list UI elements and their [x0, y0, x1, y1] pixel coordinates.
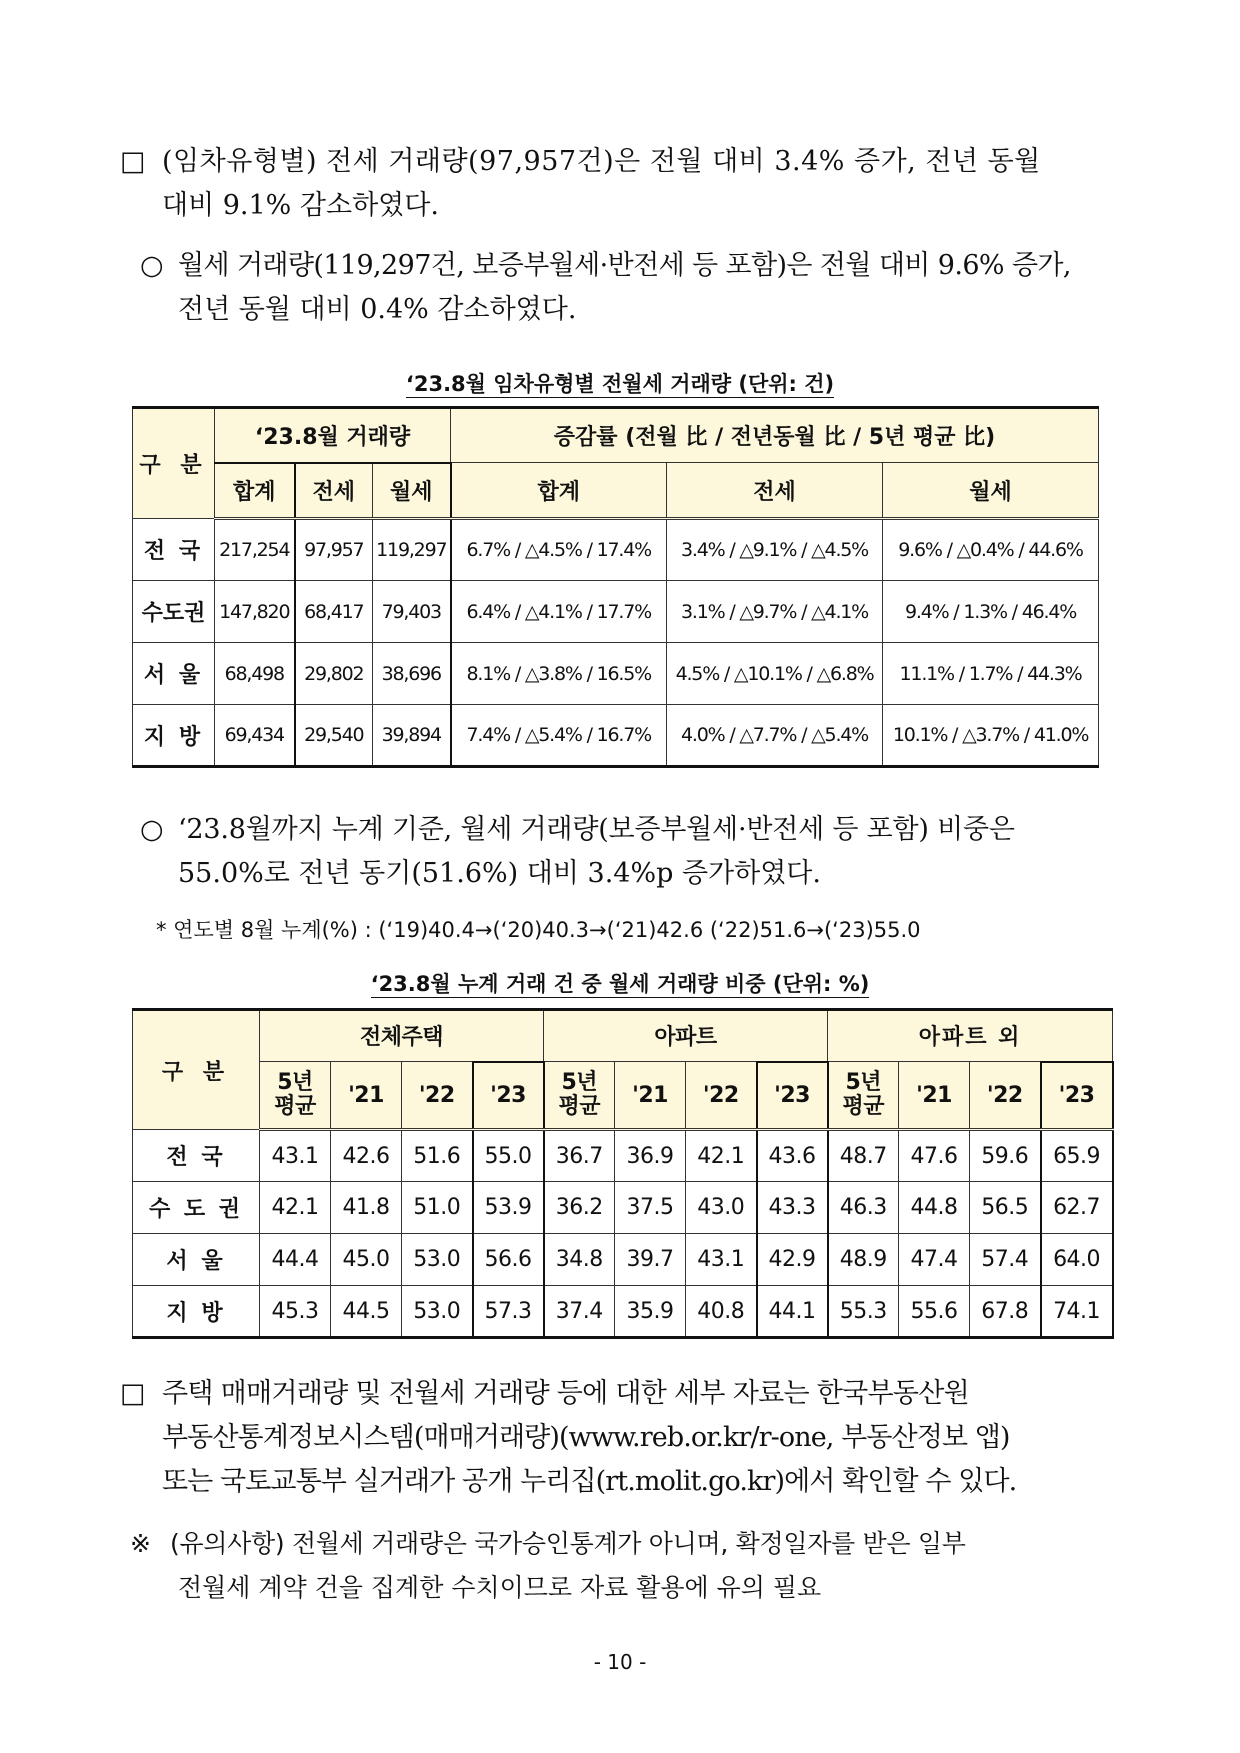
sub-23: '23 — [473, 1062, 544, 1130]
header-all-housing: 전체주택 — [260, 1010, 544, 1062]
sub-total: 합계 — [215, 463, 295, 519]
row-label: 수도권 — [133, 581, 215, 643]
cell: 47.4 — [899, 1234, 970, 1286]
sub-21: '21 — [331, 1062, 402, 1130]
cell: 44.1 — [757, 1286, 828, 1338]
cell: 29,802 — [295, 643, 373, 705]
cell: 9.4% / 1.3% / 46.4% — [883, 581, 1099, 643]
cell: 43.3 — [757, 1182, 828, 1234]
cell: 10.1% / △3.7% / 41.0% — [883, 705, 1099, 767]
table1-caption: ‘23.8월 임차유형별 전월세 거래량 (단위: 건) — [405, 372, 835, 396]
table-row — [133, 705, 1099, 767]
sub-5yr-avg: 5년 평균 — [828, 1062, 899, 1130]
cell: 4.5% / △10.1% / △6.8% — [667, 643, 883, 705]
cell: 53.9 — [473, 1182, 544, 1234]
sub-22: '22 — [402, 1062, 473, 1130]
header-rate: 증감률 (전월 比 / 전년동월 比 / 5년 평균 比) — [451, 408, 1099, 463]
cell: 56.5 — [970, 1182, 1041, 1234]
cell: 43.1 — [260, 1130, 331, 1182]
cell: 47.6 — [899, 1130, 970, 1182]
header-non-apartment: 아파트 외 — [828, 1010, 1113, 1062]
cell: 217,254 — [215, 519, 295, 581]
p2-line1: 월세 거래량(119,297건, 보증부월세·반전세 등 포함)은 전월 대비 9.6% 증가, — [178, 250, 1071, 281]
cell: 37.4 — [544, 1286, 615, 1338]
cell: 55.0 — [473, 1130, 544, 1182]
sub-21: '21 — [615, 1062, 686, 1130]
cell: 51.6 — [402, 1130, 473, 1182]
sub-23: '23 — [757, 1062, 828, 1130]
cell: 43.6 — [757, 1130, 828, 1182]
cell: 57.4 — [970, 1234, 1041, 1286]
sub-21: '21 — [899, 1062, 970, 1130]
rent-share-table — [132, 1008, 1114, 1339]
p4-line1: 주택 매매거래량 및 전월세 거래량 등에 대한 세부 자료는 한국부동산원 — [162, 1378, 970, 1409]
table-row — [133, 519, 1099, 581]
cell: 79,403 — [373, 581, 451, 643]
p2-line2: 전년 동월 대비 0.4% 감소하였다. — [178, 294, 577, 325]
cell: 74.1 — [1041, 1286, 1113, 1338]
cell: 37.5 — [615, 1182, 686, 1234]
table2-caption: ‘23.8월 누계 거래 건 중 월세 거래량 비중 (단위: %) — [370, 972, 870, 996]
table-row — [133, 1286, 1113, 1338]
row-label: 전 국 — [133, 1130, 260, 1182]
cell: 42.1 — [686, 1130, 757, 1182]
cell: 48.7 — [828, 1130, 899, 1182]
sub-wolse: 월세 — [373, 463, 451, 519]
header-apartment: 아파트 — [544, 1010, 828, 1062]
cell: 53.0 — [402, 1234, 473, 1286]
row-label: 지 방 — [133, 705, 215, 767]
cell: 62.7 — [1041, 1182, 1113, 1234]
p1-line2: 대비 9.1% 감소하였다. — [162, 190, 439, 221]
row-label: 수 도 권 — [133, 1182, 260, 1234]
cell: 39.7 — [615, 1234, 686, 1286]
row-label: 전 국 — [133, 519, 215, 581]
table-row — [133, 581, 1099, 643]
cell: 36.2 — [544, 1182, 615, 1234]
cell: 36.7 — [544, 1130, 615, 1182]
cell: 46.3 — [828, 1182, 899, 1234]
cell: 7.4% / △5.4% / 16.7% — [451, 705, 667, 767]
table-row — [133, 1234, 1113, 1286]
cell: 34.8 — [544, 1234, 615, 1286]
sub-rate-wolse: 월세 — [883, 463, 1099, 519]
note-text: * 연도별 8월 누계(%) : (‘19)40.4→(‘20)40.3→(‘21)42.6 (‘22)51.6→(‘23)55.0 — [156, 918, 921, 942]
cell: 41.8 — [331, 1182, 402, 1234]
cell: 147,820 — [215, 581, 295, 643]
sub-22: '22 — [686, 1062, 757, 1130]
square-bullet: □ — [120, 146, 146, 177]
cell: 44.4 — [260, 1234, 331, 1286]
cell: 39,894 — [373, 705, 451, 767]
header-group: 구 분 — [133, 408, 215, 519]
cell: 53.0 — [402, 1286, 473, 1338]
sub-5yr-avg: 5년 평균 — [544, 1062, 615, 1130]
cell: 97,957 — [295, 519, 373, 581]
sub-rate-total: 합계 — [451, 463, 667, 519]
cell: 8.1% / △3.8% / 16.5% — [451, 643, 667, 705]
cell: 69,434 — [215, 705, 295, 767]
sub-jeonse: 전세 — [295, 463, 373, 519]
cell: 43.0 — [686, 1182, 757, 1234]
page-number: - 10 - — [593, 1650, 647, 1674]
p5-line1: (유의사항) 전월세 거래량은 국가승인통계가 아니며, 확정일자를 받은 일부 — [170, 1529, 966, 1558]
p1-line1: (임차유형별) 전세 거래량(97,957건)은 전월 대비 3.4% 증가, 전년 동월 — [162, 146, 1041, 177]
cell: 42.9 — [757, 1234, 828, 1286]
cell: 4.0% / △7.7% / △5.4% — [667, 705, 883, 767]
row-label: 서 울 — [133, 643, 215, 705]
header-group: 구 분 — [133, 1010, 260, 1130]
cell: 11.1% / 1.7% / 44.3% — [883, 643, 1099, 705]
cell: 29,540 — [295, 705, 373, 767]
reference-mark: ※ — [130, 1529, 151, 1558]
cell: 44.8 — [899, 1182, 970, 1234]
cell: 68,417 — [295, 581, 373, 643]
p5-line2: 전월세 계약 건을 집계한 수치이므로 자료 활용에 유의 필요 — [178, 1573, 822, 1602]
sub-23: '23 — [1041, 1062, 1113, 1130]
cell: 40.8 — [686, 1286, 757, 1338]
table-row — [133, 1130, 1113, 1182]
cell: 45.3 — [260, 1286, 331, 1338]
cell: 51.0 — [402, 1182, 473, 1234]
cell: 42.6 — [331, 1130, 402, 1182]
circle-bullet: ○ — [140, 250, 164, 281]
sub-5yr-avg: 5년 평균 — [260, 1062, 331, 1130]
cell: 44.5 — [331, 1286, 402, 1338]
cell: 35.9 — [615, 1286, 686, 1338]
sub-rate-jeonse: 전세 — [667, 463, 883, 519]
rent-volume-table — [132, 406, 1099, 768]
cell: 38,696 — [373, 643, 451, 705]
cell: 57.3 — [473, 1286, 544, 1338]
sub-22: '22 — [970, 1062, 1041, 1130]
square-bullet: □ — [120, 1378, 146, 1409]
cell: 64.0 — [1041, 1234, 1113, 1286]
cell: 55.6 — [899, 1286, 970, 1338]
cell: 68,498 — [215, 643, 295, 705]
table-row — [133, 1182, 1113, 1234]
header-volume: ‘23.8월 거래량 — [215, 408, 451, 463]
cell: 9.6% / △0.4% / 44.6% — [883, 519, 1099, 581]
p4-line3: 또는 국토교통부 실거래가 공개 누리집(rt.molit.go.kr)에서 확인할 수 있다. — [162, 1466, 1017, 1497]
cell: 55.3 — [828, 1286, 899, 1338]
cell: 42.1 — [260, 1182, 331, 1234]
cell: 6.7% / △4.5% / 17.4% — [451, 519, 667, 581]
cell: 65.9 — [1041, 1130, 1113, 1182]
cell: 59.6 — [970, 1130, 1041, 1182]
p3-line1: ‘23.8월까지 누계 기준, 월세 거래량(보증부월세·반전세 등 포함) 비중은 — [178, 814, 1015, 845]
cell: 67.8 — [970, 1286, 1041, 1338]
row-label: 서 울 — [133, 1234, 260, 1286]
cell: 6.4% / △4.1% / 17.7% — [451, 581, 667, 643]
p3-line2: 55.0%로 전년 동기(51.6%) 대비 3.4%p 증가하였다. — [178, 858, 821, 889]
cell: 43.1 — [686, 1234, 757, 1286]
cell: 119,297 — [373, 519, 451, 581]
cell: 45.0 — [331, 1234, 402, 1286]
cell: 3.4% / △9.1% / △4.5% — [667, 519, 883, 581]
row-label: 지 방 — [133, 1286, 260, 1338]
cell: 56.6 — [473, 1234, 544, 1286]
cell: 36.9 — [615, 1130, 686, 1182]
p4-line2: 부동산통계정보시스템(매매거래량)(www.reb.or.kr/r-one, 부동산정보 앱) — [162, 1422, 1010, 1453]
cell: 3.1% / △9.7% / △4.1% — [667, 581, 883, 643]
table-row — [133, 643, 1099, 705]
circle-bullet: ○ — [140, 814, 164, 845]
cell: 48.9 — [828, 1234, 899, 1286]
